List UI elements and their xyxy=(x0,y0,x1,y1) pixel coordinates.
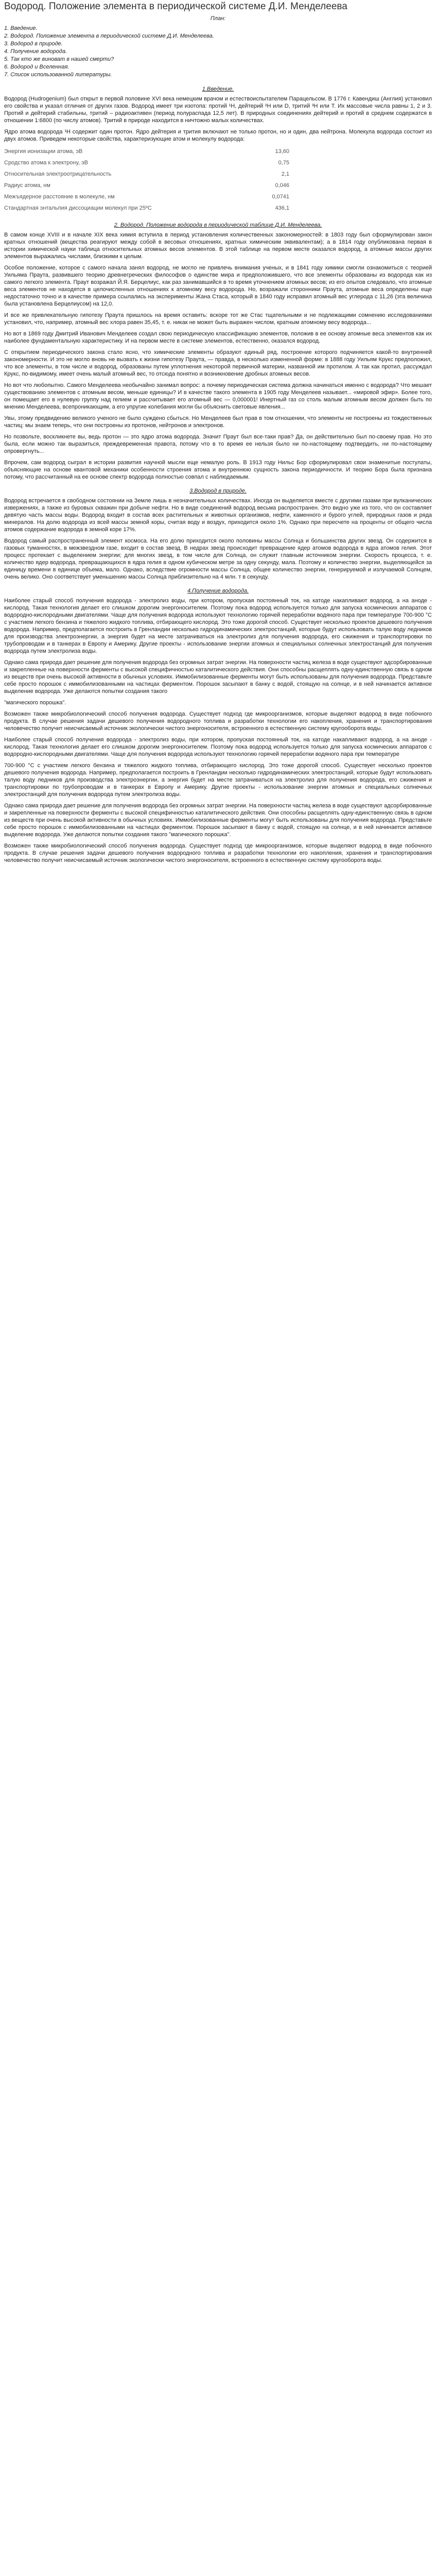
property-label: Энергия ионизации атома, эВ xyxy=(4,148,83,155)
paragraph: 700-900 °С с участием легкого бензина и тяжелого жидкого топлива, отбирающего кислород. Это тоже дорогой способ. Существует несколько проектов дешевого получения водорода. Например, предполагается построить в Гренландии несколько гидродинамических электростанций, которые будут использовать талую воду ледников для производства электроэнергии, а энергия будет на месте затрачиваться на электролиз для получения водорода, его сжижения и транспортировки по трубопроводам и в танкерах в Европу и Америку. Другие проекты - использование энергии атомных и специальных солнечных электростанций для получения водорода путем электролиза воды. xyxy=(4,762,432,798)
paragraph: Особое положение, которое с самого начала занял водород, не могло не привлечь внимания ученых, и в 1841 году химики смогли ознакомиться с теорией Уильяма Праута, развившего теорию древнегреческих философов о единстве мира и предположившего, что все элементы образованы из водорода как из самого легкого элемента. Праут возражал Й.Я. Берцелиус, как раз занимавшийся в то время уточнением атомных весов; из его опытов следовало, что атомные веса элементов не находятся в целочисленных отношениях к атомному весу водорода. Но, возражали сторонники Праута, атомные веса определены еще недостаточно точно и в качестве примера ссылались на эксперименты Жана Стаса, который в 1840 году исправил атомный вес углерода с 11,26 (эта величина была установлена Берцелиусом) на 12,0. xyxy=(4,265,432,307)
property-value: 0,046 xyxy=(275,182,289,189)
properties-table xyxy=(4,147,292,215)
table-row xyxy=(4,204,292,215)
paragraph: Но позвольте, воскликнете вы, ведь протон — это ядро атома водорода. Значит Праут был все-таки прав? Да, он действительно был по-своему прав. Но это была, если можно так выразиться, преждевременная правота, потому что в то время ее нельзя было ни по-настоящему подтвердить, ни по-настоящему опровергнуть... xyxy=(4,434,432,454)
paragraph: И все же привлекательную гипотезу Праута пришлось на время оставить: вскоре тот же Стас тщательными и не подлежащими сомнению исследованиями установил, что, например, атомный вес хлора равен 35,45, т. е. никак не может быть выражен числом, кратным атомному весу водорода... xyxy=(4,312,432,326)
paragraph: Водород встречается в свободном состоянии на Земле лишь в незначительных количествах. Иногда он выделяется вместе с другими газами при вулканических извержениях, а также из буровых скважин при добыче нефти. Но в виде соединений водород весьма распространен. Это видно уже из того, что он составляет девятую часть массы воды. Водород входит в состав всех растительных и животных организмов, нефти, каменного и бурого углей, природных газов и ряда минералов. На долю водорода из всей массы земной коры, считая воду и воздух, приходится около 1%. Однако при пересчете на проценты от общего числа атомов содержание водорода в земной коре 17%. xyxy=(4,498,432,533)
toc-item: 7. Список использованной литературы. xyxy=(4,72,112,78)
section-heading-hydrogen-production: 4.Получение водорода. xyxy=(187,588,249,594)
toc-item: 6. Водород и Вселенная. xyxy=(4,64,69,70)
document-page xyxy=(0,0,436,864)
property-label: Сродство атома к электрону, эВ xyxy=(4,160,88,166)
property-value: 436,1 xyxy=(275,205,289,211)
section-heading-introduction: 1.Введение. xyxy=(202,86,234,92)
paragraph: Увы, этому предвидению великого ученого не было суждено сбыться. Но Менделеев был прав в том отношении, что элементы не построены из тождественных частиц: мы знаем теперь, что они построены из протонов, нейтронов и электронов. xyxy=(4,415,432,429)
section-heading-hydrogen-in-nature: 3.Водород в природе. xyxy=(189,488,247,494)
paragraph: Но вот что любопытно. Самого Менделеева необычайно занимал вопрос: а почему периодическая система должна начинаться именно с водорода? Что мешает существованию элементов с атомным весом, меньше единицы? И в качестве такого элемента в 1905 году Менделеев называет... «мировой эфир». Более того, он помещает его в нулевую группу над гелием и рассчитывает его атомный вес — 0,000001! Инертный газ со столь малым атомным весом должен быть по мнению Менделеева, всепроникающим, а его упругие колебания могли бы объяснить световые явления... xyxy=(4,382,432,410)
toc-item: 4. Получение водорода. xyxy=(4,48,67,55)
paragraph: Водород самый распространенный элемент космоса. На его долю приходится около половины массы Солнца и большинства других звезд. Он содержится в газовых туманностях, в межзвездном газе, входит в состав звезд. В недрах звезд происходит превращение ядер атомов водорода в ядра атомов гелия. Этот процесс протекает с выделением энергии; для многих звезд, в том числе для Солнца, он служит главным источником энергии. Скорость процесса, т. е. количество ядер водорода, превращающихся в ядра гелия в одном кубическом метре за одну секунду, мала. Поэтому и количество энергии, выделяющейся за единицу времени в единице объема, мало. Однако, вследствие огромности массы Солнца, общее количество энергии, генерируемой и излучаемой Солнцем, очень велико. Оно соответствует уменьшению массы Солнца приблизительно на 4 млн. т в секунду. xyxy=(4,538,432,580)
paragraph: В самом конце XVIII и в начале XIX века химия вступила в период установления количественных закономерностей: в 1803 году был сформулирован закон кратных отношений (вещества реагируют между собой в весовых отношениях, кратных химическим эквивалентам); а в 1814 году опубликована первая в истории химической науки таблица относительных атомных весов элементов. В этой таблице на первом месте оказался водород, а атомные массы других элементов выражались числами, близкими к целым. xyxy=(4,232,432,260)
paragraph: Наиболее старый способ получения водорода - электролиз воды, при котором, пропуская постоянный ток, на катоде накапливают водород, а на аноде - кислород. Такая технология делает его слишком дорогим энергоносителем. Поэтому пока водород используется только для запуска космических аппаратов с водородно-кислородными двигателями. Чаще для получения водорода используют технологию горячей переработки водяного пара при температуре xyxy=(4,737,432,757)
paragraph: Впрочем, сам водород сыграл в истории развития научной мысли еще немалую роль. В 1913 году Нильс Бор сформулировал свои знаменитые постулаты, объясняющие на основе квантовой механики особенности строения атома и внутреннюю сущность закона периодичности. И теорию Бора была признана потому, что рассчитанный на ее основе спектр водорода полностью совпал с наблюдаемым. xyxy=(4,460,432,480)
property-value: 0,75 xyxy=(278,160,289,166)
plan-label: План: xyxy=(210,15,226,22)
paragraph: Однако сама природа дает решение для получения водорода без огромных затрат энергии. На поверхности частиц железа в воде существуют адсорбированные и закрепленные на поверхности ферменты с высокой специфичностью каталитического действия. Они способны расщеплять одну-единственную связь в одном из веществ при очень высокой активности в обычных условиях. Иммобилизованные ферменты могут быть использованы для получения водорода. Представьте себе просто порошок с иммобилизованными на частицах ферментом. Порошок засыпают в банку с водой, стоящую на солнце, и в ней начинается активное выделение водорода. Уже делаются попытки создания такого xyxy=(4,659,432,694)
table-row xyxy=(4,158,292,170)
toc-item: 5. Так кто же виноват в нашей смерти? xyxy=(4,56,114,62)
table-row xyxy=(4,170,292,181)
table-row xyxy=(4,181,292,192)
table-row xyxy=(4,147,292,158)
paragraph: С открытием периодического закона стало ясно, что химические элементы образуют единый ряд, построение которого подчиняется какой-то внутренней закономерности. И это не могло вновь не вызвать к жизни гипотезу Праута, — правда, в несколько измененной форме: в 1888 году Уильям Крукс предположил, что все элементы, в том числе и водород, образованы путем уплотнения некоторой первичной материи, названной им протилом. А так как протил, рассуждал Крукс, по-видимому, имеет очень малый атомный вес, то отсюда понятно и возникновение дробных атомных весов. xyxy=(4,349,432,377)
paragraph: Наиболее старый способ получения водорода - электролиз воды, при котором, пропуская постоянный ток, на катоде накапливают водород, а на аноде - кислород. Такая технология делает его слишком дорогим энергоносителем. Поэтому пока водород используется только для запуска космических аппаратов с водородно-кислородными двигателями. Чаще для получения водорода используют технологию горячей переработки водяного пара при температуре 700-900 °С с участием легкого бензина и тяжелого жидкого топлива, отбирающего кислород. Это тоже дорогой способ. Существует несколько проектов дешевого получения водорода. Например, предполагается построить в Гренландии несколько гидродинамических электростанций, которые будут использовать талую воду ледников для производства электроэнергии, а энергия будет на месте затрачиваться на электролиз для получения водорода, его сжижения и транспортировки по трубопроводам и в танкерах в Европу и Америку. Другие проекты - использование энергии атомных и специальных солнечных электростанций для получения водорода путем электролиза воды. xyxy=(4,598,432,654)
table-of-contents xyxy=(4,25,432,79)
paragraph: Возможен также микробиологический способ получения водорода. Существует подход где микроорганизмов, которые выделяют водород в виде побочного продукта. В случае решения задачи дешевого получения водородного топлива и разработки технологии его накопления, хранения и транспортирования человечество получит неисчисаемый источник экологически чистого энергоносителя, встроенного в естественную систему кругооборота воды. xyxy=(4,711,432,732)
table-row xyxy=(4,192,292,204)
property-label: Стандартная энтальпия диссоциации молекул при 25ºC xyxy=(4,205,152,211)
property-label: Радиус атома, нм xyxy=(4,182,50,189)
property-value: 2,1 xyxy=(281,171,289,177)
paragraph: Но вот в 1869 году Дмитрий Иванович Менделеев создал свою периодическую классификацию элементов, положив в ее основу атомные веса элементов как их наиболее фундаментальную характеристику. И на первом месте в системе элементов, естественно, оказался водород. xyxy=(4,331,432,344)
toc-item: 3. Водород в природе. xyxy=(4,41,63,47)
page-title: Водород. Положение элемента в периодической системе Д.И. Менделеева xyxy=(4,1,347,12)
paragraph: Водород (Hudrogenium) был открыт в первой половине XVI века немецким врачом и естествоиспытателем Парацельсом. В 1776 г. Кавендиш (Англия) установил его свойства и указал отличия от других газов. Водород имеет три изотопа: протий ¹H, дейтерий ²H или D, тритий ³H или T. Их массовые числа равны 1, 2 и 3. Протий и дейтерий стабильны, тритий – радиоактивен (период полураспада 12,5 лет). В природных соединениях дейтерий и протий в среднем содержатся в отношении 1:6800 (по числу атомов). Тритий в природе находится в ничтожно малых количествах. xyxy=(4,96,432,124)
paragraph: Ядро атома водорода ¹H содержит один протон. Ядро дейтерия и трития включают не только протон, но и один, два нейтрона. Молекула водорода состоит из двух атомов. Приведем некоторые свойства, характеризующие атом и молекулу водорода: xyxy=(4,129,432,142)
paragraph: Однако сама природа дает решение для получения водорода без огромных затрат энергии. На поверхности частиц железа в воде существуют адсорбированные и закрепленные на поверхности ферменты с высокой специфичностью каталитического действия. Они способны расщеплять одну-единственную связь в одном из веществ при очень высокой активности в обычных условиях. Иммобилизованные ферменты могут быть использованы для получения водорода. Представьте себе просто порошок с иммобилизованными на частицах ферментом. Порошок засыпают в банку с водой, стоящую на солнце, и в ней начинается активное выделение водорода. Уже делаются попытки создания такого "магического порошка". xyxy=(4,803,432,838)
property-label: Относительная электроотрицательность xyxy=(4,171,112,177)
paragraph: Возможен также микробиологический способ получения водорода. Существует подход где микроорганизмов, которые выделяют водород в виде побочного продукта. В случае решения задачи дешевого получения водородного топлива и разработки технологии его накопления, хранения и транспортирования человечество получит неисчисаемый источник экологически чистого энергоносителя, встроенного в естественную систему кругооборота воды. xyxy=(4,843,432,863)
property-label: Межъядерное расстояние в молекуле, нм xyxy=(4,194,115,200)
property-value: 0,0741 xyxy=(272,194,289,200)
toc-item: 1. Введение. xyxy=(4,25,38,31)
paragraph: "магического порошка". xyxy=(4,700,66,706)
property-value: 13,60 xyxy=(275,148,289,155)
section-heading-periodic-table: 2. Водород. Положение водорода в периодической таблице Д.И. Менделеева. xyxy=(114,222,322,228)
toc-item: 2. Водород. Положение элемента в периодической системе Д.И. Менделеева. xyxy=(4,33,214,39)
